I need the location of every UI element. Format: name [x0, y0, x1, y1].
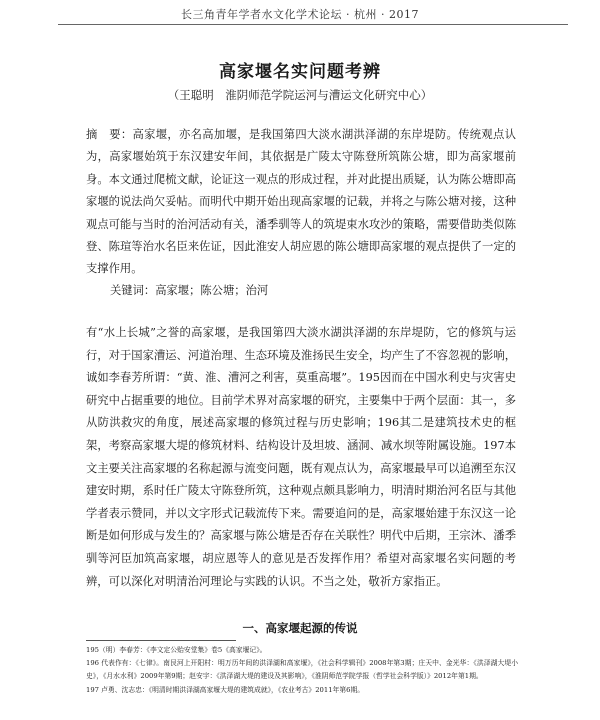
- footnote-197: 197 卢勇、沈志忠：《明清时期洪泽湖高家堰大堤的建筑成就》，《农业考古》2011年第6期。: [86, 685, 365, 694]
- footnote-195: 195（明）李春芳：《李文定公贻安堂集》卷5《高家堰记》。: [86, 646, 267, 654]
- author-affiliation: （王聪明 淮阴师范学院运河与漕运文化研究中心）: [167, 88, 433, 102]
- footnote-divider: [86, 640, 236, 641]
- section-heading: 一、高家堰起源的传说: [242, 621, 358, 635]
- body-paragraph: 有“水上长城”之誉的高家堰，是我国第四大淡水湖洪泽湖的东岸堤防，它的修筑与运行，对于国家漕运、河道治理、生态环境及淮扬民生安全，均产生了不容忽视的影响，诚如李春芳所谓：“黄、淮、漕河之利害，莫重高堰”。195因而在中国水利史与灾害史研究中占据重要的地位。目前学术界对高家堰的研究，主要集中于两个层面：其一，多从防洪救灾的角度，展述高家堰的修筑过程与历史影响；196其二是建筑技术史的框架，考察高家堰大堤的修筑材料、结构设计及坦坡、涵洞、减水坝等附属设施。197本文主要关注高家堰的名称起源与流变问题，既有观点认为，高家堰最早可以追溯至东汉建安时期，系时任广陵太守陈登所筑，这种观点颇具影响力，明清时期治河名臣与其他学者表示赞同，并以文字形式记载流传下来。需要追问的是，高家堰始建于东汉这一论断是如何形成与发生的？高家堰与陈公塘是否存在关联性？明代中后期，王宗沐、潘季驯等河臣加筑高家堰，胡应恩等人的意见是否发挥作用？希望对高家堰名实问题的考辨，可以深化对明清治河理论与实践的认识。不当之处，敬祈方家指正。: [86, 326, 516, 588]
- abstract-paragraph: 摘 要：高家堰，亦名高加堰，是我国第四大淡水湖洪泽湖的东岸堤防。传统观点认为，高家堰始筑于东汉建安年间，其依据是广陵太守陈登所筑陈公塘，即为高家堰前身。本文通过爬梳文献，论证这一观点的形成过程，并对此提出质疑，认为陈公塘即高家堰的说法尚欠妥帖。而明代中期开始出现高家堰的记载，并将之与陈公塘对接，这种观点可能与当时的治河活动有关，潘季驯等人的筑堤束水攻沙的策略，需要借助类似陈登、陈瑄等治水名臣来佐证，因此淮安人胡应恩的陈公塘即高家堰的观点提供了一定的支撑作用。: [86, 128, 516, 276]
- footnotes: [86, 644, 518, 697]
- header-divider: [58, 24, 568, 25]
- running-header: 长三角青年学者水文化学术论坛 · 杭州 · 2017: [181, 8, 419, 21]
- article-title: 高家堰名实问题考辨: [219, 62, 381, 82]
- footnote-196: 196 代表作有：《七律》。南艮河上开阳村：明万历年间的洪泽湖和高家堰》，《社会科学辑刊》2008年第3期；庄天中、金光华：《洪泽湖大堤小史》，《月水水利》2009年第9期；赵安宇：《洪泽湖大堤的建设及其影响》，《淮阴师范学院学报（哲学社会科学版）》2012年第1期。: [86, 659, 518, 681]
- keywords-line: 关键词：高家堰；陈公塘；治河: [110, 284, 269, 297]
